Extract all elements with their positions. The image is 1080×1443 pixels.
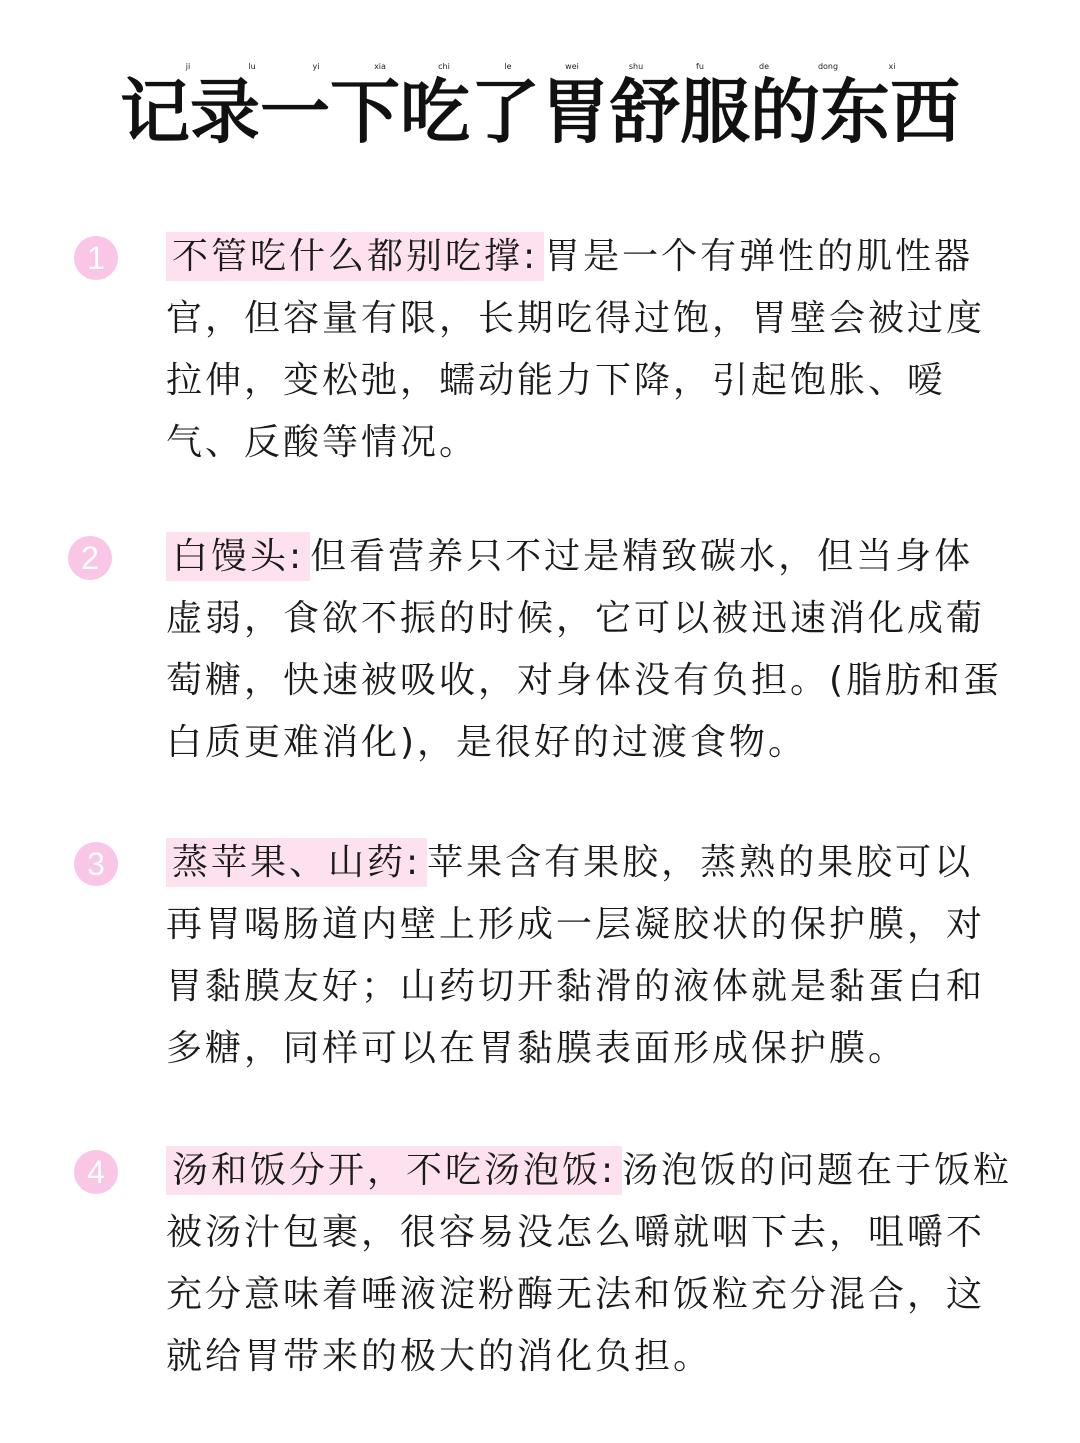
pinyin-syllable: fu [696,62,704,71]
item-body: 苹果含有果胶，蒸熟的果胶可以再胃喝肠道内壁上形成一层凝胶状的保护膜，对胃黏膜友好；山药切开黏滑的液体就是黏蛋白和多糖，同样可以在胃黏膜表面形成保护膜。 [166,842,986,1069]
number-badge: 3 [74,842,118,886]
number-badge: 4 [74,1150,118,1194]
item-body: 胃是一个有弹性的肌性器官，但容量有限，长期吃得过饱，胃壁会被过度拉伸，变松弛，蠕动能力下降，引起饱胀、嗳气、反酸等情况。 [166,236,986,463]
item-body: 汤泡饭的问题在于饭粒被汤汁包裹，很容易没怎么嚼就咽下去，咀嚼不充分意味着唾液淀粉酶无法和饭粒充分混合，这就给胃带来的极大的消化负担。 [166,1150,1013,1377]
item-highlight: 汤和饭分开，不吃汤泡饭: [166,1146,622,1195]
number-badge: 2 [68,536,112,580]
pinyin-syllable: de [759,62,769,71]
pinyin-syllable: le [504,62,512,71]
pinyin-syllable: dong [817,62,839,71]
item-body: 但看营养只不过是精致碳水，但当身体虚弱，食欲不振的时候，它可以被迅速消化成葡萄糖，快速被吸收，对身体没有负担。(脂肪和蛋白质更难消化)，是很好的过渡食物。 [166,536,1003,763]
pinyin-syllable: yi [312,62,320,71]
pinyin-syllable: xi [888,62,896,71]
item-text [166,1140,1016,1388]
number-badge: 1 [74,236,118,280]
pinyin-syllable: ji [185,62,191,71]
item-highlight: 白馒头: [166,532,310,581]
pinyin-syllable: lu [248,62,256,71]
item-text [166,526,1012,774]
page-title: 记录一下吃了胃舒服的东西 [120,71,960,153]
pinyin-syllable: shu [628,62,644,71]
item-text [166,832,1012,1080]
pinyin-syllable: chi [438,62,450,71]
item-text [166,226,1012,474]
title-block [0,58,1080,154]
pinyin-syllable: wei [565,62,579,71]
item-highlight: 不管吃什么都别吃撑: [166,232,544,281]
item-highlight: 蒸苹果、山药: [166,838,427,887]
pinyin-syllable: xia [374,62,386,71]
